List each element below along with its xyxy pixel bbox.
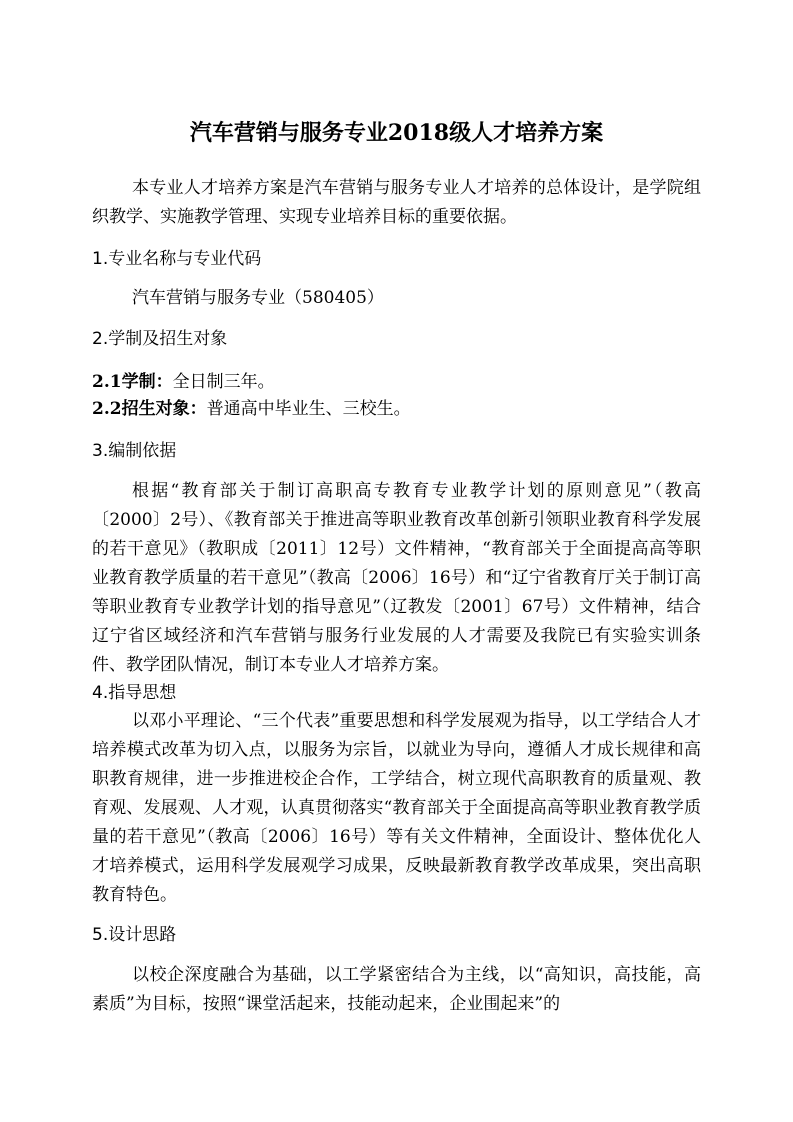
section-1-body: 汽车营销与服务专业（580405）	[132, 288, 384, 308]
section-4-body: 以邓小平理论、“三个代表”重要思想和科学发展观为指导，以工学结合人才培养模式改革为切入点，以服务为宗旨，以就业为导向，遵循人才成长规律和高职教育规律，进一步推进校企合作，工学结合，树立现代高职教育的质量观、教育观、发展观、人才观，认真贯彻落实“教育部关于全面提高高等职业教育教学质量的若干意见”（教高〔2006〕16号）等有关文件精神，全面设计、整体优化人才培养模式，运用科学发展观学习成果，反映最新教育教学改革成果，突出高职教育特色。	[92, 711, 701, 905]
section-1-heading: 1.专业名称与专业代码	[92, 249, 262, 269]
section-5-body: 以校企深度融合为基础，以工学紧密结合为主线，以“高知识，高技能，高素质”为目标，按照“课堂活起来，技能动起来，企业围起来”的	[92, 965, 701, 1014]
section-2-item-2	[92, 396, 701, 422]
item-2-label: 2.2招生对象：	[92, 399, 207, 419]
section-5-heading: 5.设计思路	[92, 925, 177, 945]
item-1-value: 全日制三年。	[172, 372, 275, 392]
section-3-body: 根据“教育部关于制订高职高专教育专业教学计划的原则意见”（教高〔2000〕2号）、《教育部关于推进高等职业教育改革创新引领职业教育科学发展的若干意见》（教职成〔2011〕12号）文件精神，“教育部关于全面提高高等职业教育教学质量的若干意见”（教高〔2006〕16号）和“辽宁省教育厅关于制订高等职业教育专业教学计划的指导意见”（辽教发〔2001〕67号）文件精神，结合辽宁省区域经济和汽车营销与服务行业发展的人才需要及我院已有实验实训条件、教学团队情况，制订本专业人才培养方案。	[92, 481, 701, 675]
section-4-heading: 4.指导思想	[92, 683, 177, 703]
section-3-heading: 3.编制依据	[92, 441, 177, 461]
intro-paragraph: 本专业人才培养方案是汽车营销与服务专业人才培养的总体设计，是学院组织教学、实施教学管理、实现专业培养目标的重要依据。	[92, 178, 701, 227]
section-2-item-1	[92, 369, 701, 395]
item-1-label: 2.1学制：	[92, 372, 173, 392]
item-2-value: 普通高中毕业生、三校生。	[206, 399, 411, 419]
section-2-heading: 2.学制及招生对象	[92, 329, 228, 349]
document-title: 汽车营销与服务专业2018级人才培养方案	[189, 120, 604, 146]
